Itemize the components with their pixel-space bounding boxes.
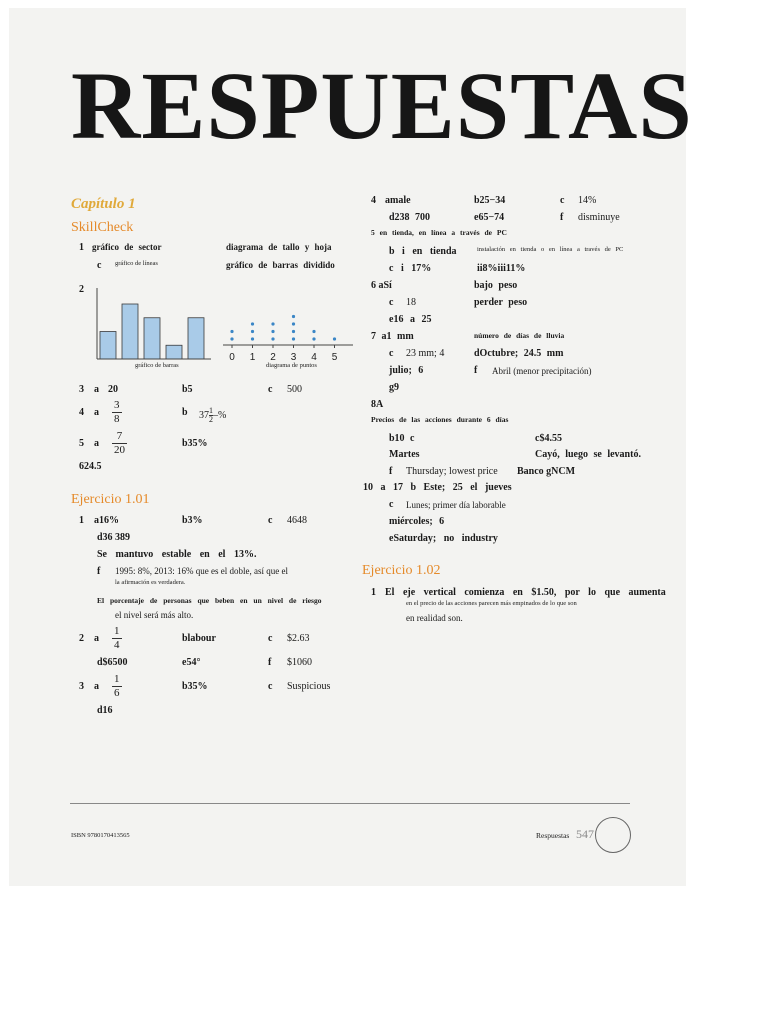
e2-d: d$6500 <box>97 657 128 668</box>
dot-2-3 <box>271 322 274 325</box>
r7-e: julio; 6 <box>389 365 424 376</box>
r5-c: c i 17% <box>389 263 432 274</box>
r7-c-label: c <box>389 348 394 359</box>
e1-g-line2: el nivel será más alto. <box>115 610 194 620</box>
dot-0-2 <box>230 330 233 333</box>
r4-b: b25−34 <box>474 195 506 206</box>
e3-d: d16 <box>97 705 113 716</box>
r8-b: b10 c <box>389 433 415 444</box>
r10-c-label: c <box>389 499 394 510</box>
dot-3-2 <box>292 330 295 333</box>
e1-d: d36 389 <box>97 532 131 543</box>
bar-1 <box>100 332 116 360</box>
dot-tick-label: 2 <box>270 352 276 362</box>
r5-b: b i en tienda <box>389 246 457 257</box>
r7-b: número de días de lluvia <box>474 331 565 340</box>
e1-c-label: c <box>268 515 273 526</box>
dot-3-1 <box>292 337 295 340</box>
bar-3 <box>144 318 160 359</box>
r6-a: 6 aSí <box>371 280 392 291</box>
dot-4-2 <box>312 330 315 333</box>
r8-f: Thursday; lowest price <box>406 466 498 477</box>
e1-a: a16% <box>94 515 119 526</box>
r10-c: Lunes; primer día laborable <box>406 500 506 510</box>
q4-a-label: a <box>94 407 99 418</box>
r8-d: Martes <box>389 449 420 460</box>
q4-a-fraction: $\frac{3}{8}$ <box>114 399 120 425</box>
x1-line1: El eje vertical comienza en $1.50, por lo que aumenta <box>385 587 666 598</box>
r6-c: 18 <box>406 297 416 308</box>
e1-e: Se mantuvo estable en el 13%. <box>97 549 257 560</box>
bar-4 <box>166 345 182 359</box>
q3-c: 500 <box>287 384 302 395</box>
dot-5-1 <box>333 337 336 340</box>
dot-tick-label: 5 <box>331 352 338 362</box>
r4-e: e65−74 <box>474 212 505 223</box>
r6-b: bajo peso <box>474 280 518 291</box>
e1-g-line1: El porcentaje de personas que beben en un nivel de riesgo <box>97 596 322 605</box>
e3-number: 3 <box>79 681 84 692</box>
e1-c: 4648 <box>287 515 307 526</box>
e1-b: b3% <box>182 515 203 526</box>
r7-c: 23 mm; 4 <box>406 348 445 359</box>
exercise-102-heading: Ejercicio 1.02 <box>362 563 441 578</box>
r8-c: c$4.55 <box>535 433 562 444</box>
r7-a: 7 a1 mm <box>371 331 414 342</box>
r5-b-note: instalación en tienda o en línea a través de PC <box>477 246 624 253</box>
q1-b: diagrama de tallo y hoja <box>226 242 332 252</box>
dot-2-2 <box>271 330 274 333</box>
dot-plot <box>219 308 355 362</box>
exercise-101-heading: Ejercicio 1.01 <box>71 492 150 507</box>
e2-b: blabour <box>182 633 216 644</box>
q5-a-fraction: $\frac{7}{20}$ <box>114 430 125 456</box>
r4-d: d238 700 <box>389 212 431 223</box>
page-number: 547 <box>576 827 594 841</box>
answer-page <box>9 8 693 886</box>
page-title: RESPUESTAS <box>71 52 693 159</box>
r5-a: 5 en tienda, en línea a través de PC <box>371 228 507 237</box>
dot-plot-caption: diagrama de puntos <box>266 362 317 369</box>
r8-e: Cayó, luego se levantó. <box>535 449 641 460</box>
q3-number: 3 <box>79 384 84 395</box>
r6-e: e16 a 25 <box>389 314 432 325</box>
r4-a: amale <box>385 195 411 206</box>
r8-a: 8A <box>371 399 384 410</box>
dot-2-1 <box>271 337 274 340</box>
r10-e: eSaturday; no industry <box>389 533 498 544</box>
q5-a-label: a <box>94 438 99 449</box>
dot-1-3 <box>251 322 254 325</box>
q5-number: 5 <box>79 438 84 449</box>
q4-b-label: b <box>182 407 188 418</box>
e3-a-fraction: $\frac{1}{6}$ <box>114 673 120 699</box>
x1-line3: en realidad son. <box>406 613 463 623</box>
bar-chart <box>93 288 213 372</box>
e1-f-label: f <box>97 566 101 577</box>
r7-d: dOctubre; 24.5 mm <box>474 348 564 359</box>
q4-b: 37 $\frac{1}{2}$ –% <box>199 406 227 424</box>
r10-d: miércoles; 6 <box>389 516 445 527</box>
dot-tick-label: 3 <box>290 352 297 362</box>
r4-f: disminuye <box>578 212 620 223</box>
dot-tick-label: 4 <box>311 352 317 362</box>
r4-f-label: f <box>560 212 564 223</box>
e3-b: b35% <box>182 681 208 692</box>
footer-divider <box>70 803 630 804</box>
r6-c-label: c <box>389 297 394 308</box>
e1-number: 1 <box>79 515 84 526</box>
r4-c: 14% <box>578 195 597 206</box>
q2-number: 2 <box>79 284 84 295</box>
dot-1-2 <box>251 330 254 333</box>
footer-label: Respuestas <box>536 831 570 840</box>
e1-f-line1: 1995: 8%, 2013: 16% que es el doble, así que el <box>115 566 288 576</box>
r7-f-label: f <box>474 365 478 376</box>
q1-d: gráfico de barras dividido <box>226 260 335 270</box>
e3-c-label: c <box>268 681 273 692</box>
q4-number: 4 <box>79 407 84 418</box>
q1-number: 1 <box>79 242 84 253</box>
e2-a-fraction: $\frac{1}{4}$ <box>114 625 120 651</box>
q3-b: b5 <box>182 384 193 395</box>
r4-number: 4 <box>371 195 376 206</box>
r8-f-label: f <box>389 466 393 477</box>
dot-0-1 <box>230 337 233 340</box>
dot-4-1 <box>312 337 315 340</box>
x1-number: 1 <box>371 587 376 598</box>
q5-b: b35% <box>182 438 208 449</box>
q6-answer: 624.5 <box>79 461 102 472</box>
q1-c-label: c <box>97 260 102 271</box>
q1-a: gráfico de sector <box>92 242 162 252</box>
r7-f: Abril (menor precipitación) <box>492 366 592 376</box>
bar-5 <box>188 318 204 359</box>
e3-a-label: a <box>94 681 99 692</box>
dot-tick-label: 0 <box>229 352 235 362</box>
e2-e: e54° <box>182 657 201 668</box>
q3-a-label: a <box>94 384 99 395</box>
bar-2 <box>122 304 138 359</box>
q3-a: 20 <box>108 384 118 395</box>
r10-a: 10 a 17 b Este; 25 el jueves <box>363 482 512 493</box>
skillcheck-heading: SkillCheck <box>71 220 134 235</box>
e2-c: $2.63 <box>287 633 310 644</box>
r7-g: g9 <box>389 382 399 393</box>
e2-f-label: f <box>268 657 272 668</box>
dot-tick-label: 1 <box>249 352 256 362</box>
e2-number: 2 <box>79 633 84 644</box>
e2-c-label: c <box>268 633 273 644</box>
q1-c: gráfico de líneas <box>115 260 158 267</box>
e3-c: Suspicious <box>287 681 331 692</box>
x1-line2: en el precio de las acciones parecen más empinados de lo que son <box>406 600 577 607</box>
r8-caption: Precios de las acciones durante 6 días <box>371 415 509 424</box>
q3-c-label: c <box>268 384 273 395</box>
e2-f: $1060 <box>287 657 312 668</box>
dot-3-4 <box>292 315 295 318</box>
bar-chart-caption: gráfico de barras <box>135 362 179 369</box>
r4-c-label: c <box>560 195 565 206</box>
r5-c-extra: ii8%iii11% <box>477 263 526 274</box>
e2-a-label: a <box>94 633 99 644</box>
dot-3-3 <box>292 322 295 325</box>
isbn: ISBN 9780170413565 <box>71 832 130 839</box>
chapter-heading: Capítulo 1 <box>71 196 136 212</box>
page-number-circle <box>595 817 631 853</box>
r8-g: Banco gNCM <box>517 466 576 477</box>
dot-1-1 <box>251 337 254 340</box>
r6-d: perder peso <box>474 297 528 308</box>
e1-f-line2: la afirmación es verdadera. <box>115 579 186 586</box>
